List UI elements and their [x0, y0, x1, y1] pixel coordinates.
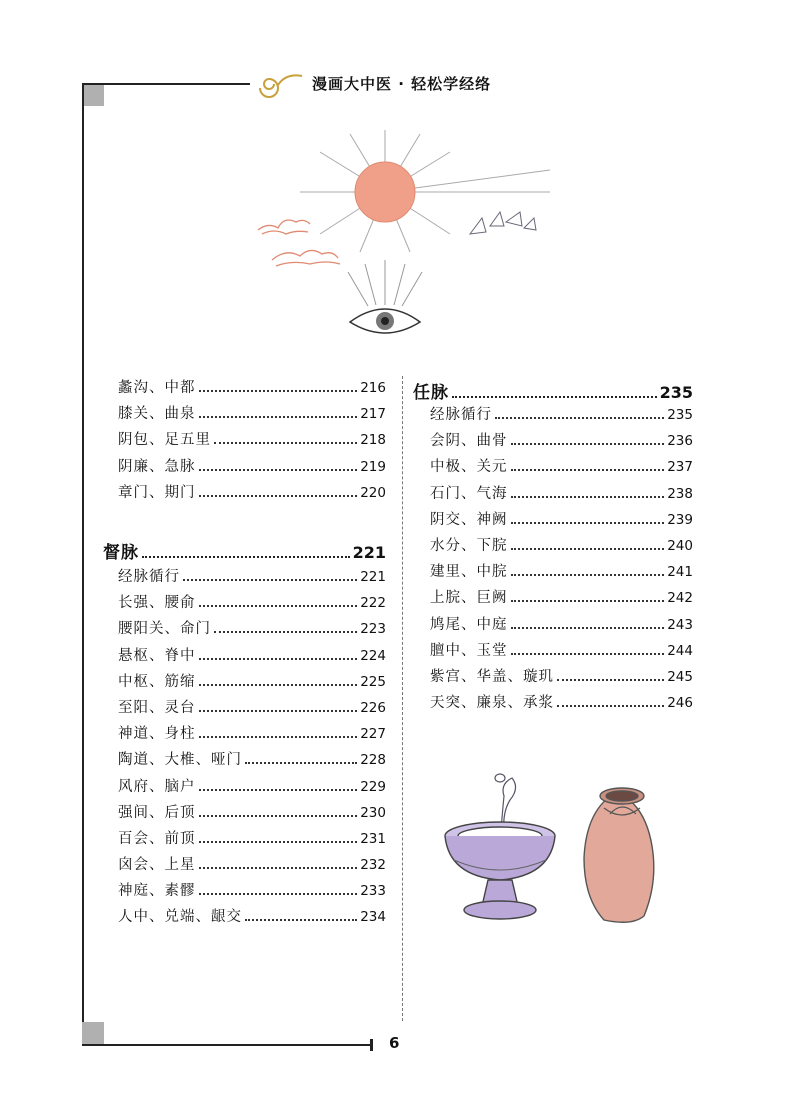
- toc-entry-page: 220: [360, 484, 386, 501]
- toc-entry-name: 蠡沟、中都: [118, 380, 196, 396]
- toc-entry-name: 阴交、神阙: [430, 511, 508, 528]
- dot-leader: [199, 605, 358, 607]
- dot-leader: [557, 679, 664, 681]
- dot-leader: [245, 762, 357, 764]
- dot-leader: [199, 841, 358, 843]
- toc-entry[interactable]: [118, 748, 386, 774]
- toc-entry-name: 悬枢、脊中: [118, 647, 196, 664]
- toc-section-heading-ren-mai[interactable]: [413, 378, 693, 403]
- toc-entry-page: 218: [360, 432, 386, 449]
- header-rule: [82, 83, 250, 85]
- toc-entry[interactable]: [118, 905, 386, 931]
- toc-entry[interactable]: [118, 670, 386, 696]
- toc-entry-name: 会阴、曲骨: [430, 433, 508, 450]
- dot-leader: [199, 710, 358, 712]
- toc-entry-page: 224: [360, 647, 386, 664]
- toc-entry[interactable]: [430, 560, 693, 586]
- cranes-icon: [470, 212, 536, 234]
- toc-entry-page: 245: [667, 668, 693, 685]
- toc-entry[interactable]: [118, 565, 386, 591]
- dot-leader: [199, 469, 358, 471]
- dot-leader: [199, 390, 358, 392]
- toc-entry-name: 人中、兑端、龈交: [118, 909, 242, 926]
- toc-entry-page: 243: [667, 616, 693, 633]
- toc-entry-page: 217: [360, 406, 386, 423]
- toc-entry[interactable]: [430, 455, 693, 481]
- dot-leader: [214, 631, 357, 633]
- toc-entry-page: 221: [360, 569, 386, 585]
- toc-entry-name: 神道、身柱: [118, 726, 196, 743]
- toc-entry-page: 242: [667, 590, 693, 607]
- toc-entry-page: 233: [360, 883, 386, 900]
- toc-entry-name: 水分、下脘: [430, 537, 508, 554]
- eye-rays: [348, 260, 422, 306]
- toc-entry[interactable]: [118, 801, 386, 827]
- toc-entry-page: 240: [667, 537, 693, 554]
- toc-entry-page: 227: [360, 726, 386, 743]
- toc-list-left: [118, 565, 386, 932]
- toc-entry-page: 219: [360, 458, 386, 475]
- toc-entry-name: 百会、前顶: [118, 830, 196, 847]
- toc-entry[interactable]: [430, 613, 693, 639]
- toc-entry[interactable]: [118, 481, 386, 507]
- header-title: 漫画大中医 · 轻松学经络: [312, 75, 492, 93]
- toc-entry[interactable]: [118, 853, 386, 879]
- toc-entry[interactable]: [118, 376, 386, 402]
- toc-entry[interactable]: [430, 482, 693, 508]
- toc-entry-name: 中枢、筋缩: [118, 673, 196, 690]
- toc-entry-page: 235: [667, 407, 693, 423]
- dot-leader: [452, 396, 657, 398]
- left-margin-line: [82, 83, 84, 1046]
- toc-entry[interactable]: [118, 617, 386, 643]
- section-page: 235: [659, 383, 693, 402]
- toc-entry-page: 238: [667, 485, 693, 502]
- toc-entry-page: 226: [360, 699, 386, 716]
- sun-eye-illustration: [250, 130, 560, 340]
- toc-entry-name: 强间、后顶: [118, 804, 196, 821]
- toc-entry-name: 膻中、玉堂: [430, 642, 508, 659]
- dot-leader: [511, 574, 665, 576]
- toc-entry[interactable]: [118, 644, 386, 670]
- section-name: 任脉: [413, 383, 449, 403]
- toc-entry-page: 228: [360, 752, 386, 769]
- toc-entry-name: 鸠尾、中庭: [430, 616, 508, 633]
- toc-entry-name: 风府、脑户: [118, 778, 196, 795]
- toc-entry-page: 244: [667, 642, 693, 659]
- page-number: 6: [389, 1034, 400, 1052]
- toc-entry-page: 232: [360, 857, 386, 874]
- toc-entry-name: 天突、廉泉、承浆: [430, 695, 554, 712]
- dot-leader: [183, 579, 357, 581]
- section-name: 督脉: [103, 543, 139, 563]
- toc-entry[interactable]: [118, 775, 386, 801]
- toc-entry-page: 225: [360, 673, 386, 690]
- footer-rule: [82, 1044, 372, 1046]
- dot-leader: [245, 919, 357, 921]
- dot-leader: [199, 684, 358, 686]
- toc-entry-page: 216: [360, 380, 386, 396]
- toc-entry-page: 229: [360, 778, 386, 795]
- toc-entry-page: 246: [667, 695, 693, 712]
- jar-icon: [584, 788, 654, 922]
- toc-entry-name: 神庭、素髎: [118, 883, 196, 900]
- cloud-icon: [258, 220, 340, 266]
- dot-leader: [199, 867, 358, 869]
- section-page: 221: [352, 543, 386, 562]
- toc-entry-name: 膝关、曲泉: [118, 406, 196, 423]
- toc-entry-page: 234: [360, 909, 386, 926]
- toc-entry-name: 阴包、足五里: [118, 432, 211, 449]
- dot-leader: [511, 653, 665, 655]
- corner-marker-bottom: [82, 1022, 104, 1044]
- toc-entry-name: 经脉循行: [118, 569, 180, 585]
- toc-list-left-top: [118, 376, 386, 507]
- dot-leader: [511, 600, 665, 602]
- toc-entry[interactable]: [430, 639, 693, 665]
- toc-entry-page: 222: [360, 595, 386, 612]
- dot-leader: [199, 893, 358, 895]
- toc-entry-name: 长强、腰俞: [118, 595, 196, 612]
- toc-entry-name: 经脉循行: [430, 407, 492, 423]
- toc-entry-page: 231: [360, 830, 386, 847]
- sun-rays: [300, 130, 550, 252]
- dot-leader: [511, 548, 665, 550]
- toc-entry[interactable]: [118, 402, 386, 428]
- toc-entry-page: 223: [360, 621, 386, 638]
- dot-leader: [557, 705, 664, 707]
- bowl-icon: [445, 822, 555, 919]
- toc-list-right: [430, 403, 693, 717]
- toc-entry-name: 紫宫、华盖、璇玑: [430, 668, 554, 685]
- toc-entry-name: 至阳、灵台: [118, 699, 196, 716]
- toc-entry-name: 腰阳关、命门: [118, 621, 211, 638]
- toc-entry-name: 章门、期门: [118, 484, 196, 501]
- dot-leader: [142, 556, 350, 558]
- toc-entry[interactable]: [430, 691, 693, 717]
- toc-entry-name: 建里、中脘: [430, 564, 508, 581]
- toc-entry-page: 241: [667, 564, 693, 581]
- toc-entry-page: 230: [360, 804, 386, 821]
- dot-leader: [511, 496, 665, 498]
- toc-entry-name: 上脘、巨阙: [430, 590, 508, 607]
- toc-entry[interactable]: [430, 586, 693, 612]
- toc-entry[interactable]: [118, 879, 386, 905]
- toc-entry[interactable]: [430, 403, 693, 429]
- bowl-jar-illustration: [440, 768, 670, 928]
- toc-entry-name: 陶道、大椎、哑门: [118, 752, 242, 769]
- toc-entry-name: 石门、气海: [430, 485, 508, 502]
- toc-entry-name: 阴廉、急脉: [118, 458, 196, 475]
- dot-leader: [511, 627, 665, 629]
- sun-icon: [355, 162, 415, 222]
- toc-entry[interactable]: [118, 428, 386, 454]
- toc-entry-page: 236: [667, 433, 693, 450]
- toc-entry[interactable]: [430, 429, 693, 455]
- dot-leader: [511, 443, 665, 445]
- dot-leader: [214, 442, 357, 444]
- toc-entry-page: 239: [667, 511, 693, 528]
- dot-leader: [199, 815, 358, 817]
- toc-entry[interactable]: [118, 722, 386, 748]
- toc-entry[interactable]: [118, 696, 386, 722]
- footer-tick: [370, 1039, 373, 1051]
- toc-entry[interactable]: [430, 508, 693, 534]
- dot-leader: [511, 469, 665, 471]
- dot-leader: [199, 658, 358, 660]
- toc-entry[interactable]: [430, 534, 693, 560]
- toc-entry[interactable]: [118, 455, 386, 481]
- dot-leader: [495, 417, 664, 419]
- toc-section-heading-du-mai[interactable]: [103, 538, 386, 563]
- dot-leader: [199, 416, 358, 418]
- toc-entry[interactable]: [430, 665, 693, 691]
- dot-leader: [199, 495, 358, 497]
- toc-entry[interactable]: [118, 827, 386, 853]
- toc-entry-page: 237: [667, 459, 693, 476]
- corner-marker-top: [82, 84, 104, 106]
- dot-leader: [199, 736, 358, 738]
- column-divider: [402, 376, 403, 1021]
- toc-entry-name: 囟会、上星: [118, 857, 196, 874]
- dot-leader: [511, 522, 665, 524]
- swirl-ornament-icon: [256, 70, 306, 98]
- toc-entry-name: 中极、关元: [430, 459, 508, 476]
- dot-leader: [199, 789, 358, 791]
- toc-entry[interactable]: [118, 591, 386, 617]
